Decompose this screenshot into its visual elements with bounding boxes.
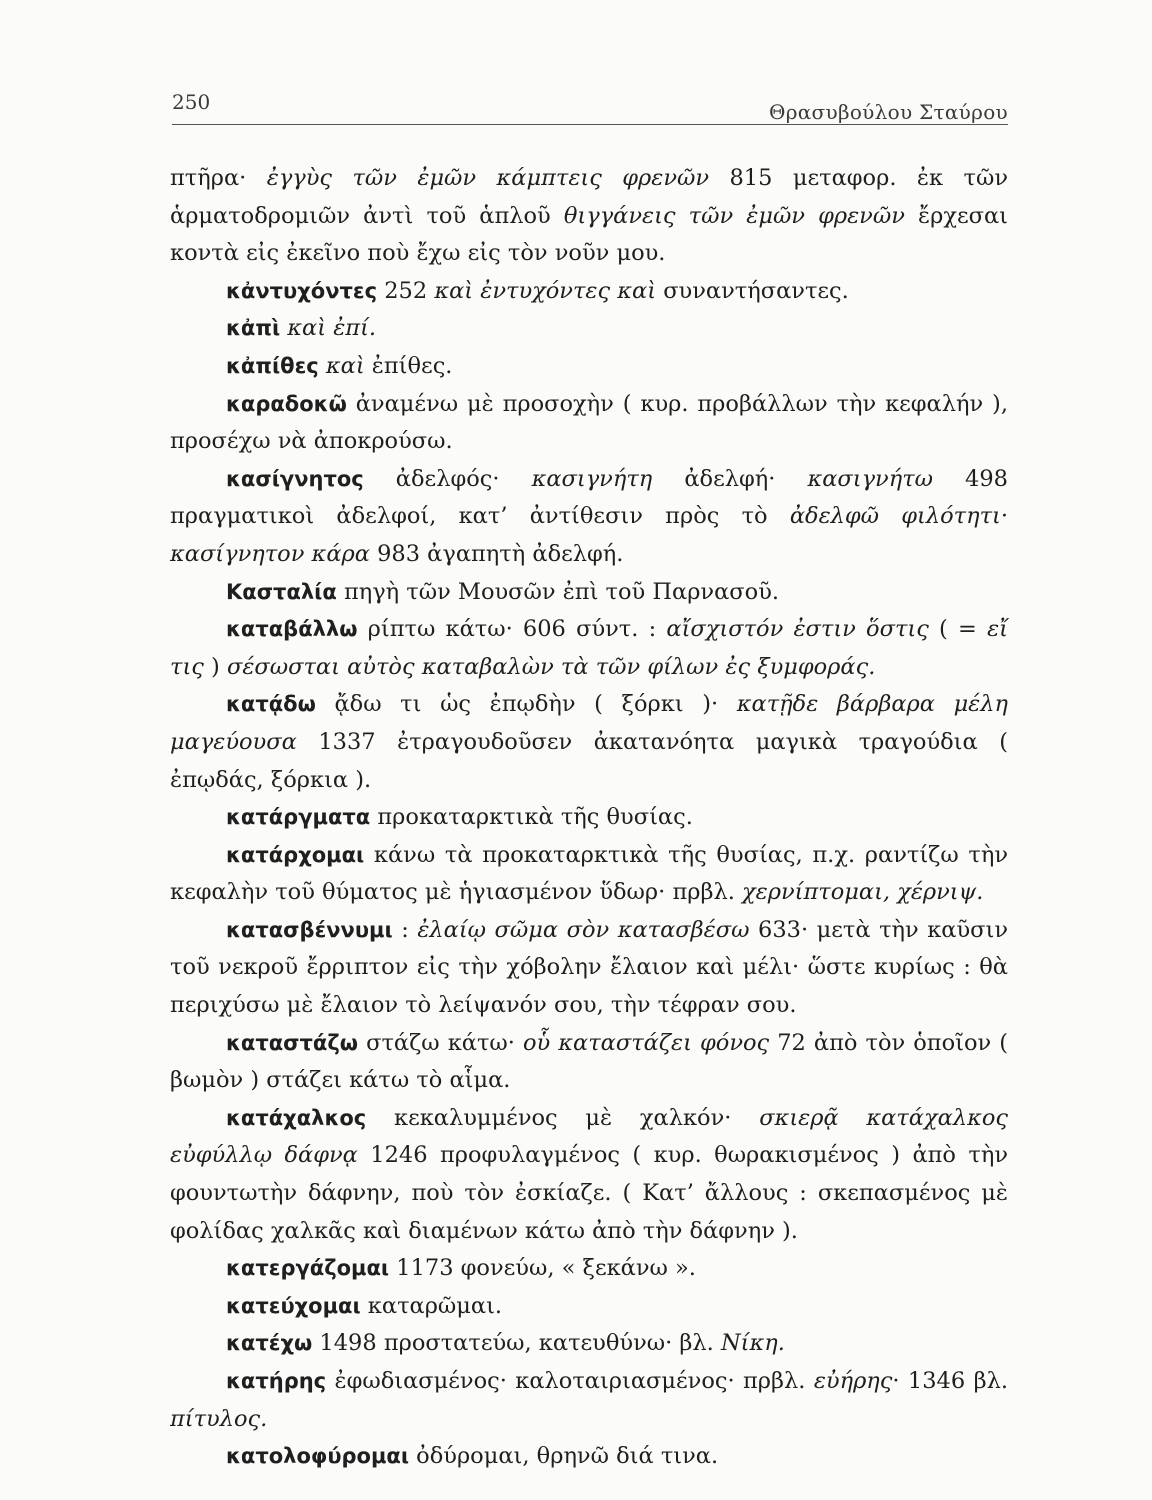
entry-text: πηγὴ τῶν Μουσῶν ἐπὶ τοῦ Παρνασοῦ. bbox=[336, 578, 780, 605]
entry-headword: κατέχω bbox=[226, 1331, 313, 1356]
entry-quote: ἐπί. bbox=[333, 315, 377, 342]
entry-headword: κατεργάζομαι bbox=[226, 1256, 390, 1281]
glossary-entry bbox=[170, 1288, 1008, 1326]
entry-headword: κατάχαλκος bbox=[226, 1105, 367, 1130]
entry-text: συναντήσαντες. bbox=[656, 277, 849, 304]
entry-headword: κἀντυχόντες bbox=[226, 278, 378, 303]
glossary-entry bbox=[170, 912, 1008, 1025]
entry-quote: καὶ bbox=[325, 352, 365, 379]
glossary-entry bbox=[170, 611, 1008, 686]
entry-headword: κατάργματα bbox=[226, 805, 371, 830]
glossary-entry bbox=[170, 1100, 1008, 1250]
entry-headword: κατάρχομαι bbox=[226, 842, 365, 867]
entry-quote: αἴσχιστόν ἐστιν ὅστις bbox=[666, 616, 929, 643]
entry-quote: κασιγνήτη bbox=[531, 465, 653, 492]
glossary-entry bbox=[170, 1438, 1008, 1476]
entry-text: πτῆρα· bbox=[170, 165, 267, 191]
glossary-body bbox=[170, 160, 1008, 1476]
entry-headword: κασίγνητος bbox=[226, 466, 364, 491]
entry-text: ἔρχεσαι κοντὰ εἰς ἐκεῖνο ποὺ ἔχω εἰς τὸν νοῦν μου. bbox=[170, 202, 1008, 267]
entry-text: 1173 φονεύω, « ξεκάνω ». bbox=[389, 1255, 696, 1282]
entry-text: 72 ἀπὸ τὸν ὁποῖον ( βωμὸν ) στάζει κάτω τὸ αἷμα. bbox=[170, 1029, 1009, 1094]
entry-headword: καραδοκῶ bbox=[226, 391, 347, 416]
glossary-entry bbox=[170, 461, 1008, 574]
entry-headword: κατήρης bbox=[226, 1369, 327, 1393]
glossary-entry bbox=[170, 837, 1008, 912]
page-number: 250 bbox=[172, 90, 211, 114]
glossary-entry bbox=[170, 1363, 1008, 1438]
entry-quote: ἐντυχόντες bbox=[480, 277, 611, 304]
entry-text: κεκαλυμμένος μὲ χαλκόν· bbox=[366, 1104, 760, 1131]
entry-text: 252 bbox=[377, 277, 435, 304]
entry-headword: Κασταλία bbox=[226, 579, 337, 604]
entry-text: κάνω τὰ προκαταρκτικὰ τῆς θυσίας, π.χ. ραντίζω τὴν κεφαλὴν τοῦ θύματος μὲ ἡγιασμένον ὕδωρ· πρβλ. bbox=[170, 841, 1008, 906]
entry-text: ( = bbox=[928, 616, 988, 643]
entry-text: 1337 ἐτραγουδοῦσεν ἀκατανόητα μαγικὰ τραγούδια ( ἐπῳδάς, ξόρκια ). bbox=[170, 728, 1008, 793]
entry-text: ἀναμένω μὲ προσοχὴν ( κυρ. προβάλλων τὴν κεφαλήν ), προσέχω νὰ ἀποκρούσω. bbox=[170, 390, 1008, 455]
entry-headword: κατᾴδω bbox=[226, 692, 316, 717]
entry-text: ἀδελφός· bbox=[363, 465, 532, 492]
entry-text: 815 μεταφορ. ἐκ τῶν ἁρματοδρομιῶν ἀντὶ τοῦ ἁπλοῦ bbox=[170, 165, 1008, 229]
entry-quote: ἀδελφῶ φιλότητι· κασίγνητον κάρα bbox=[170, 503, 1009, 567]
entry-quote: ἐγγὺς τῶν ἐμῶν κάμπτεις φρενῶν bbox=[266, 165, 710, 191]
entry-text: ἐπίθες. bbox=[364, 352, 453, 379]
glossary-entry bbox=[170, 574, 1008, 612]
entry-quote: χερνίπτομαι, χέρνιψ. bbox=[742, 879, 984, 906]
entry-quote: καὶ bbox=[287, 315, 327, 342]
entry-quote: εὐήρης bbox=[813, 1368, 893, 1394]
entry-headword: καταστάζω bbox=[226, 1030, 359, 1055]
entry-text: ἐφωδιασμένος· καλοταιριασμένος· πρβλ. bbox=[326, 1368, 814, 1394]
entry-text bbox=[319, 353, 326, 379]
entry-quote: σέσωσται αὐτὸς καταβαλὼν τὰ τῶν φίλων ἐς ξυμφοράς. bbox=[226, 653, 876, 680]
entry-quote: οὗ καταστάζει φόνος bbox=[522, 1029, 770, 1056]
entry-text: προκαταρκτικὰ τῆς θυσίας. bbox=[370, 804, 693, 831]
entry-quote: κατῇδε βάρβαρα μέλη μαγεύουσα bbox=[170, 691, 1009, 755]
glossary-entry bbox=[170, 386, 1008, 461]
entry-text: στάζω κάτω· bbox=[358, 1029, 523, 1056]
entry-text: ὀδύρομαι, θρηνῶ διά τινα. bbox=[409, 1443, 719, 1470]
entry-headword: καταβάλλω bbox=[226, 617, 358, 642]
glossary-entry bbox=[170, 348, 1008, 386]
entry-text: ρίπτω κάτω· 606 σύντ. : bbox=[357, 616, 667, 643]
entry-text: · 1346 βλ. bbox=[892, 1368, 1008, 1394]
page-header bbox=[172, 82, 1008, 126]
entry-quote: Νίκη. bbox=[720, 1330, 785, 1357]
entry-quote: σκιερᾷ κατάχαλκος εὐφύλλῳ δάφνᾳ bbox=[170, 1104, 1008, 1169]
glossary-entry bbox=[170, 799, 1008, 837]
glossary-entry bbox=[170, 1325, 1008, 1363]
entry-text: : bbox=[392, 916, 418, 943]
entry-quote: εἴ τις bbox=[170, 616, 1008, 680]
glossary-entry bbox=[170, 1025, 1008, 1100]
running-head: Θρασυβούλου Σταύρου bbox=[769, 100, 1008, 124]
entry-text: 1246 προφυλαγμένος ( κυρ. θωρακισμένος ) ἀπὸ τὴν φουντωτὴν δάφνην, ποὺ τὸν ἐσκίαζε. ( Κατ’ ἄλλους : σκεπασμένος μὲ φολίδας χαλκᾶς καὶ διαμένων κάτω ἀπὸ τὴν δάφνην ). bbox=[170, 1142, 1009, 1244]
entry-text: 983 ἀγαπητὴ ἀδελφή. bbox=[369, 540, 624, 567]
entry-quote: θιγγάνεις τῶν ἐμῶν φρενῶν bbox=[563, 202, 905, 229]
entry-text: ἀδελφή· bbox=[652, 465, 808, 492]
glossary-entry bbox=[170, 273, 1008, 311]
entry-quote: καὶ bbox=[434, 277, 474, 304]
entry-headword: κατεύχομαι bbox=[226, 1293, 361, 1318]
entry-text: 1498 προστατεύω, κατευθύνω· βλ. bbox=[312, 1330, 721, 1357]
glossary-entry bbox=[170, 1250, 1008, 1288]
entry-text: ) bbox=[203, 653, 227, 680]
entry-headword: κατολοφύρομαι bbox=[226, 1444, 410, 1469]
entry-quote: κασιγνήτω bbox=[807, 465, 933, 492]
glossary-entry bbox=[170, 310, 1008, 348]
entry-quote: ἐλαίῳ σῶμα σὸν κατασβέσω bbox=[417, 916, 750, 943]
entry-text: 633· μετὰ τὴν καῦσιν τοῦ νεκροῦ ἔρριπτον εἰς τὴν χόβολην ἔλαιον καὶ μέλι· ὥστε κυρίως : θὰ περιχύσω μὲ ἔλαιον τὸ λείψανόν σου, τὴν τέφραν σου. bbox=[170, 916, 1009, 1019]
entry-headword: κἀπίθες bbox=[226, 353, 319, 378]
glossary-entry bbox=[170, 160, 1008, 273]
entry-quote: πίτυλος. bbox=[170, 1405, 268, 1432]
entry-text: καταρῶμαι. bbox=[360, 1292, 503, 1319]
entry-headword: κατασβέννυμι bbox=[226, 917, 393, 942]
entry-text: ᾄδω τι ὡς ἐπῳδὴν ( ξόρκι )· bbox=[315, 691, 737, 718]
entry-quote: καὶ bbox=[617, 277, 657, 304]
entry-headword: κἀπὶ bbox=[226, 316, 281, 341]
header-divider bbox=[172, 124, 1008, 125]
glossary-entry bbox=[170, 686, 1008, 799]
entry-text: 498 πραγματικοὶ ἀδελφοί, κατ’ ἀντίθεσιν πρὸς τὸ bbox=[170, 465, 1008, 530]
